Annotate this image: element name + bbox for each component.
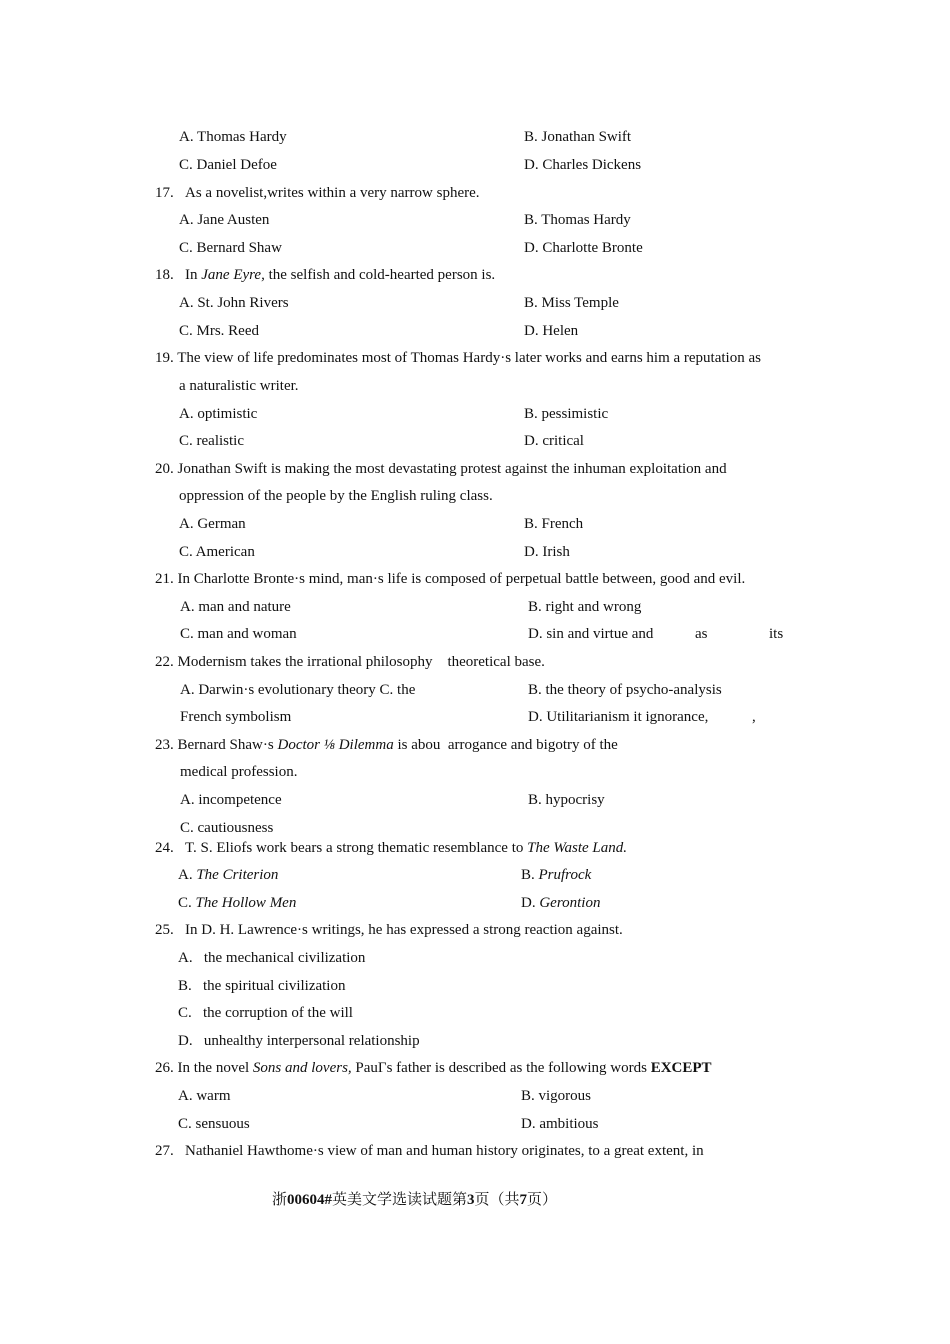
q23-option-c: C. cautiousness (180, 820, 274, 836)
q20-option-a: A. German (179, 516, 246, 532)
q21-option-a: A. man and nature (180, 599, 291, 615)
q24-title: The Waste Land. (527, 840, 627, 856)
q26-stem: 26. In the novel Sons and lovers, PauΓs father is described as the following words EXCEPT (155, 1060, 712, 1076)
q16-option-d: D. Charles Dickens (524, 157, 642, 173)
q25-option-d: D. unhealthy interpersonal relationship (178, 1033, 420, 1049)
q20-option-b: B. French (524, 516, 584, 532)
q22-option-b: B. the theory of psycho-analysis (528, 682, 722, 698)
q21-option-c: C. man and woman (180, 626, 297, 642)
q20-stem-line2: oppression of the people by the English ruling class. (179, 488, 493, 504)
q19-option-c: C. realistic (179, 433, 244, 449)
q20-stem-line1: 20. Jonathan Swift is making the most devastating protest against the inhuman exploitation and (155, 461, 727, 477)
q26-option-c: C. sensuous (178, 1116, 250, 1132)
q26-option-a: A. warm (178, 1088, 231, 1104)
q17-option-a: A. Jane Austen (179, 212, 270, 228)
q21-option-b: B. right and wrong (528, 599, 642, 615)
q20-option-c: C. American (179, 544, 255, 560)
q22-stem: 22. Modernism takes the irrational philosophy theoretical base. (155, 654, 545, 670)
q19-option-d: D. critical (524, 433, 584, 449)
q21-fragment-its: its (769, 626, 784, 642)
q26-except: EXCEPT (650, 1060, 712, 1076)
q18-stem: 18. In Jane Eyre, the selfish and cold-hearted person is. (155, 267, 496, 283)
q24-stem: 24. T. S. Eliofs work bears a strong thematic resemblance to The Waste Land. (155, 840, 627, 856)
q19-option-b: B. pessimistic (524, 406, 609, 422)
q25-option-c: C. the corruption of the will (178, 1005, 353, 1021)
q23-title: Doctor ⅛ Dilemma (277, 737, 394, 753)
page-footer: 浙00604#英美文学选读试题第3页（共7页） (272, 1192, 558, 1208)
q22-fragment-comma: , (752, 709, 756, 725)
q18-option-a: A. St. John Rivers (179, 295, 289, 311)
q26-option-b: B. vigorous (521, 1088, 592, 1104)
q18-option-c: C. Mrs. Reed (179, 323, 259, 339)
q23-option-a: A. incompetence (180, 792, 282, 808)
q18-title: Jane Eyre, (201, 267, 265, 283)
q22-option-a: A. Darwin·s evolutionary theory C. the (180, 682, 416, 698)
q21-option-d: D. sin and virtue and (528, 626, 654, 642)
q24-option-d: D. Gerontion (521, 895, 601, 911)
q23-stem-line1: 23. Bernard Shaw·s Doctor ⅛ Dilemma is abou arrogance and bigotry of the (155, 737, 618, 753)
q26-title: Sons and lovers, (252, 1060, 352, 1076)
q19-option-a: A. optimistic (179, 406, 258, 422)
q20-option-d: D. Irish (524, 544, 570, 560)
q26-option-d: D. ambitious (521, 1116, 599, 1132)
q24-option-b: B. Prufrock (521, 867, 592, 883)
q17-option-d: D. Charlotte Bronte (524, 240, 643, 256)
q17-option-c: C. Bernard Shaw (179, 240, 282, 256)
q23-option-b: B. hypocrisy (528, 792, 605, 808)
q19-stem-line2: a naturalistic writer. (179, 378, 299, 394)
q17-option-b: B. Thomas Hardy (524, 212, 631, 228)
q19-stem-line1: 19. The view of life predominates most of Thomas Hardy·s later works and earns him a reputation as (155, 350, 761, 366)
q16-option-a: A. Thomas Hardy (179, 129, 287, 145)
q22-option-d: D. Utilitarianism it ignorance, (528, 709, 709, 725)
q24-option-c: C. The Hollow Men (178, 895, 297, 911)
q18-option-b: B. Miss Temple (524, 295, 619, 311)
q23-stem-line2: medical profession. (180, 764, 298, 780)
q27-stem: 27. Nathaniel Hawthome·s view of man and human history originates, to a great extent, in (155, 1143, 704, 1159)
q16-option-c: C. Daniel Defoe (179, 157, 277, 173)
q21-stem: 21. In Charlotte Bronte·s mind, man·s life is composed of perpetual battle between, good and evil. (155, 571, 746, 587)
q24-option-a: A. The Criterion (178, 867, 279, 883)
q21-fragment-as: as (695, 626, 708, 642)
q16-option-b: B. Jonathan Swift (524, 129, 632, 145)
q25-option-a: A. the mechanical civilization (178, 950, 366, 966)
q22-option-c: French symbolism (180, 709, 292, 725)
q18-option-d: D. Helen (524, 323, 579, 339)
q25-stem: 25. In D. H. Lawrence·s writings, he has expressed a strong reaction against. (155, 922, 623, 938)
q17-stem: 17. As a novelist,writes within a very narrow sphere. (155, 185, 480, 201)
q25-option-b: B. the spiritual civilization (178, 978, 346, 994)
